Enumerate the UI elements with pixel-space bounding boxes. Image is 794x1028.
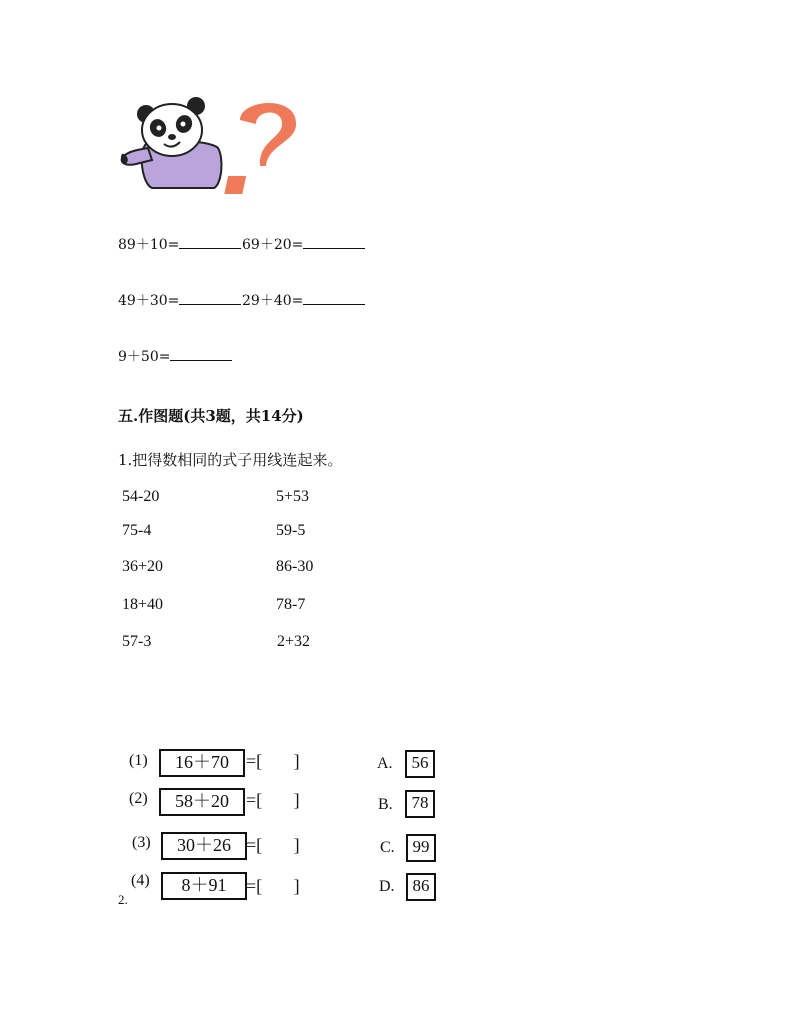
answer-bracket[interactable]: =[ ] — [246, 751, 300, 771]
right-expression[interactable]: 78-7 — [276, 596, 306, 613]
item-label: (3) — [132, 834, 151, 851]
equation-text: 49＋30= — [118, 293, 180, 309]
left-expression[interactable]: 36+20 — [122, 558, 164, 575]
option-value-box: 86 — [406, 873, 436, 901]
answer-bracket[interactable]: =[ ] — [246, 790, 300, 810]
right-expression[interactable]: 86-30 — [276, 558, 314, 575]
equation-text: 9＋50= — [118, 349, 171, 365]
equation-2 — [242, 234, 365, 254]
expression-box: 8＋91 — [161, 872, 247, 900]
option-letter: B. — [378, 796, 393, 813]
equation-text: 29＋40= — [242, 293, 304, 309]
option-value-box: 56 — [405, 750, 435, 778]
panda-icon — [121, 97, 221, 188]
option-value-box: 99 — [406, 834, 436, 862]
expression-box: 30＋26 — [161, 832, 247, 860]
option-value-box: 78 — [405, 790, 435, 818]
left-expression[interactable]: 75-4 — [122, 522, 152, 539]
answer-blank[interactable] — [303, 292, 365, 305]
section-title: 五.作图题(共3题，共14分) — [118, 407, 304, 425]
item-label: (4) — [131, 872, 150, 889]
equation-text: 89＋10= — [118, 237, 180, 253]
option-letter: D. — [379, 878, 395, 895]
question-mark-icon — [224, 103, 296, 194]
right-expression[interactable]: 5+53 — [276, 488, 310, 505]
item-label: (2) — [129, 790, 148, 807]
equation-5 — [118, 346, 232, 366]
right-expression[interactable]: 2+32 — [277, 633, 311, 650]
panda-illustration — [118, 92, 308, 202]
left-expression[interactable]: 18+40 — [122, 596, 164, 613]
equation-text: 69＋20= — [242, 237, 304, 253]
equation-3 — [118, 290, 241, 310]
right-expression[interactable]: 59-5 — [276, 522, 306, 539]
answer-bracket[interactable]: =[ ] — [246, 876, 300, 896]
left-expression[interactable]: 54-20 — [122, 488, 160, 505]
answer-blank[interactable] — [303, 236, 365, 249]
question-2-number: 2. — [118, 892, 128, 907]
left-expression[interactable]: 57-3 — [122, 633, 152, 650]
expression-box: 16＋70 — [159, 749, 245, 777]
option-letter: A. — [377, 755, 393, 772]
question-1-prompt: 1.把得数相同的式子用线连起来。 — [118, 451, 343, 469]
answer-blank[interactable] — [170, 348, 232, 361]
item-label: (1) — [129, 752, 148, 769]
answer-bracket[interactable]: =[ ] — [246, 835, 300, 855]
answer-blank[interactable] — [179, 236, 241, 249]
expression-box: 58＋20 — [159, 788, 245, 816]
answer-blank[interactable] — [179, 292, 241, 305]
equation-1 — [118, 234, 241, 254]
option-letter: C. — [380, 839, 395, 856]
equation-4 — [242, 290, 365, 310]
